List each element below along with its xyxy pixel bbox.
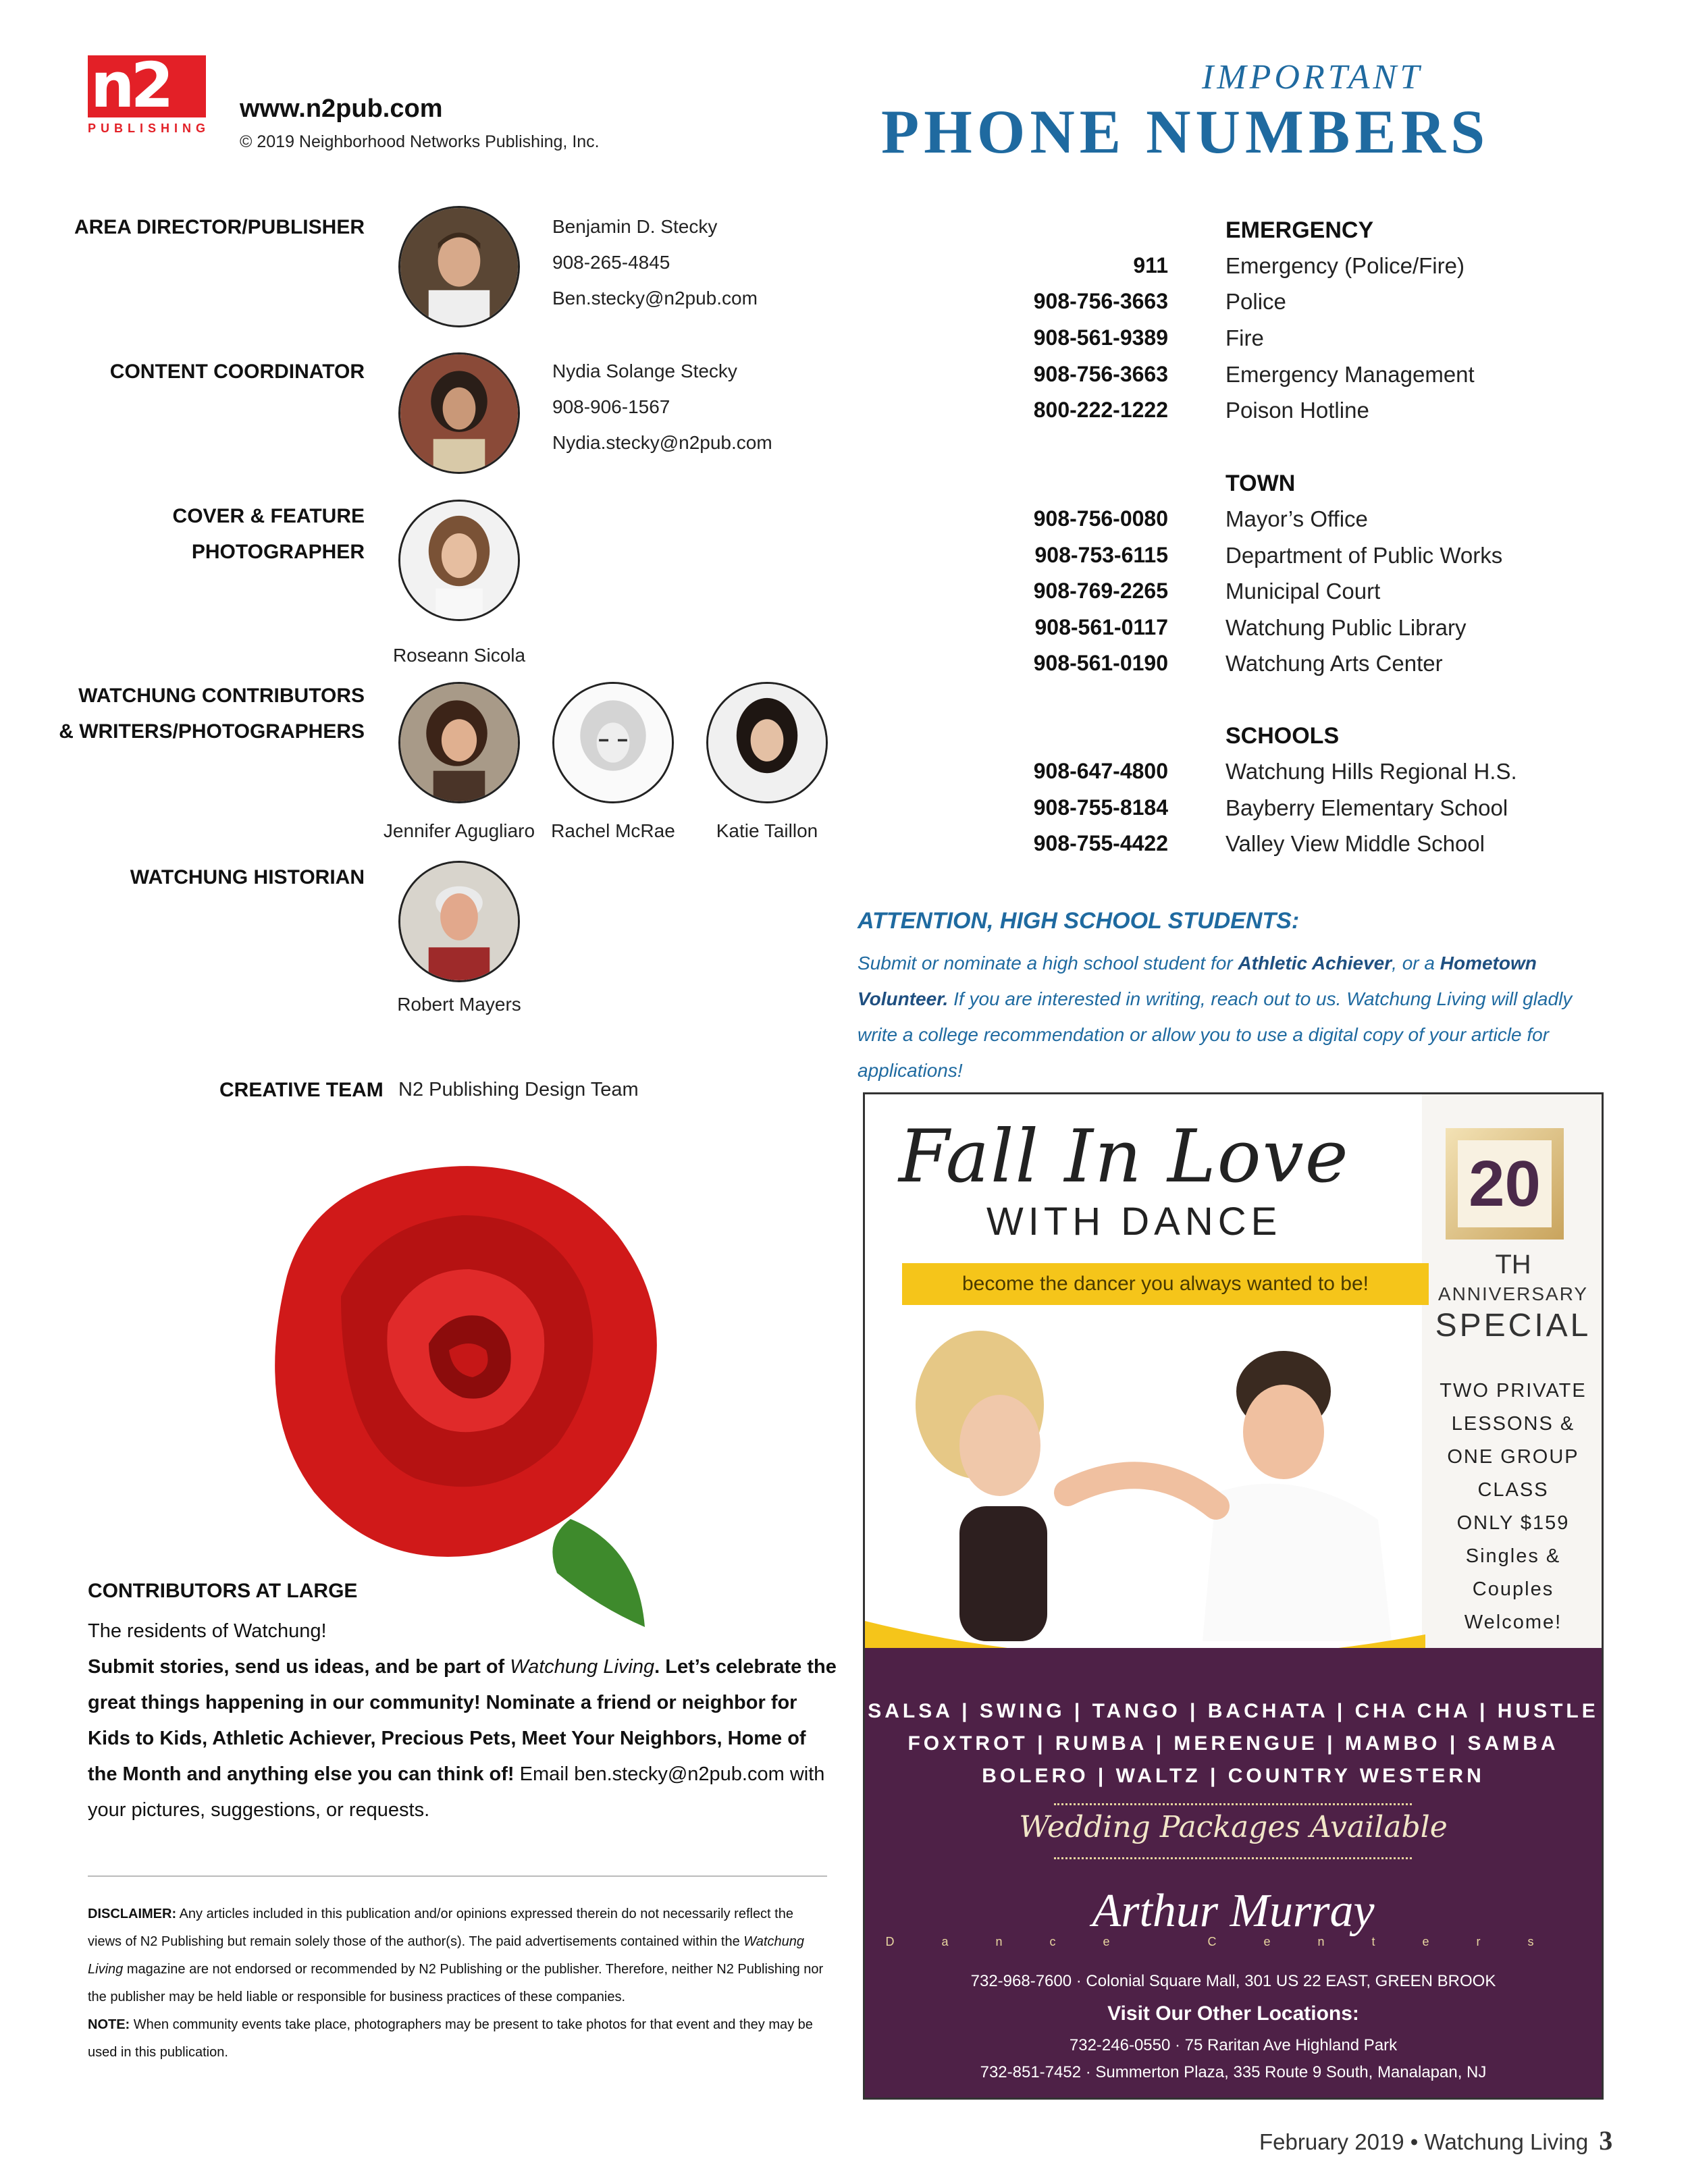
disclaimer-body-2: magazine are not endorsed or recommended by N2 Publishing or the publisher. Therefore, neither N2 Publishing nor the publisher may be held liable or responsible for business practices of these companies. <box>88 1962 824 2004</box>
coordinator-name: Nydia Solange Stecky <box>552 361 737 381</box>
coordinator-email[interactable]: Nydia.stecky@n2pub.com <box>552 432 772 453</box>
attention-text-3: If you are interested in writing, reach out to us. Watchung Living will gladly write a college recommendation or allow you to use a digital copy of your article for applications! <box>858 988 1573 1081</box>
anniversary-badge <box>1446 1128 1564 1240</box>
badge-anniversary: ANNIVERSARY <box>1438 1283 1589 1304</box>
athletic-achiever-label: Athletic Achiever <box>1238 953 1392 974</box>
phone-number: 908-769-2265 <box>1033 579 1168 603</box>
coordinator-phone: 908-906-1567 <box>552 396 670 417</box>
phone-label: Department of Public Works <box>1225 543 1503 568</box>
phone-number: 908-561-0190 <box>1033 651 1168 675</box>
arthur-murray-advertisement[interactable] <box>863 1092 1604 2100</box>
phone-label: Watchung Arts Center <box>1225 651 1443 676</box>
page-footer <box>1259 2125 1612 2156</box>
note-label: NOTE: <box>88 2017 130 2032</box>
attention-heading: ATTENTION, HIGH SCHOOL STUDENTS: <box>858 908 1300 934</box>
phone-label: Municipal Court <box>1225 579 1381 604</box>
phone-number: 908-561-0117 <box>1034 615 1168 639</box>
offer-line: ONE GROUP <box>1447 1446 1579 1468</box>
attention-text-1: Submit or nominate a high school student for <box>858 953 1238 974</box>
phone-number: 908-561-9389 <box>1033 325 1168 350</box>
badge-number: 20 <box>1458 1140 1552 1227</box>
heading-town: TOWN <box>1225 471 1296 496</box>
director-phone: 908-265-4845 <box>552 252 670 273</box>
copyright-text: © 2019 Neighborhood Networks Publishing, Inc. <box>240 132 600 151</box>
avatar-contributor-3 <box>706 682 828 803</box>
offer-text <box>1422 1375 1604 1639</box>
offer-line: Welcome! <box>1464 1612 1562 1633</box>
phone-label: Fire <box>1225 325 1264 350</box>
phone-number: 908-756-3663 <box>1033 289 1168 313</box>
email-text: Email ben.stecky@n2pub.com with your pictures, suggestions, or requests. <box>88 1763 825 1821</box>
phone-label: Police <box>1225 289 1286 314</box>
offer-line: TWO PRIVATE <box>1440 1380 1587 1402</box>
ad-tagline: become the dancer you always wanted to be! <box>902 1263 1429 1305</box>
contributor-3-name: Katie Taillon <box>716 820 818 841</box>
heading-schools: SCHOOLS <box>1225 723 1340 749</box>
n2-publishing-logo <box>88 49 211 135</box>
role-writers-photographers: & WRITERS/PHOTOGRAPHERS <box>59 720 365 743</box>
location-highland-park: 732-246-0550 · 75 Raritan Ave Highland Park <box>1069 2036 1398 2054</box>
ad-subtitle: WITH DANCE <box>986 1200 1282 1244</box>
badge-th: TH <box>1495 1250 1531 1279</box>
creative-team-name: N2 Publishing Design Team <box>398 1079 639 1100</box>
main-location: 732-968-7600 · Colonial Square Mall, 301 US 22 EAST, GREEN BROOK <box>970 1972 1496 1990</box>
divider <box>88 1875 827 1877</box>
phone-label: Valley View Middle School <box>1225 831 1485 856</box>
role-photographer: PHOTOGRAPHER <box>191 541 365 563</box>
avatar-director <box>398 206 520 327</box>
attention-text-2: , or a <box>1392 953 1440 974</box>
phone-number: 908-756-0080 <box>1033 506 1168 531</box>
visit-other-locations: Visit Our Other Locations: <box>1107 2002 1359 2025</box>
contributors-at-large-text <box>88 1614 837 1828</box>
role-historian: WATCHUNG HISTORIAN <box>130 866 365 888</box>
title-important: IMPORTANT <box>1202 58 1423 97</box>
contributor-1-name: Jennifer Agugliaro <box>383 820 535 841</box>
phone-label: Emergency (Police/Fire) <box>1225 253 1465 278</box>
wedding-packages: Wedding Packages Available <box>1019 1810 1448 1844</box>
role-creative-team: CREATIVE TEAM <box>219 1079 384 1101</box>
brand-sub-centers: Centers <box>1207 1935 1581 1948</box>
phone-number: 908-647-4800 <box>1033 759 1168 783</box>
location-manalapan: 732-851-7452 · Summerton Plaza, 335 Route 9 South, Manalapan, NJ <box>980 2063 1487 2081</box>
avatar-contributor-2 <box>552 682 674 803</box>
dance-line: SALSA | SWING | TANGO | BACHATA | CHA CHA | HUSTLE <box>868 1700 1599 1722</box>
hometown-volunteer-label: Hometown Volunteer. <box>858 953 1537 1009</box>
dotted-divider <box>1054 1803 1412 1805</box>
title-phone-numbers: PHONE NUMBERS <box>881 97 1490 166</box>
phone-label: Watchung Hills Regional H.S. <box>1225 759 1517 784</box>
red-rose-image <box>233 1141 692 1654</box>
phone-number: 908-755-8184 <box>1033 795 1168 820</box>
brand-sub-dance: Dance <box>885 1935 1157 1948</box>
disclaimer-text <box>88 1900 830 2067</box>
avatar-coordinator <box>398 352 520 474</box>
submit-stories-text: Submit stories, send us ideas, and be part of <box>88 1656 510 1678</box>
phone-label: Mayor’s Office <box>1225 506 1368 531</box>
disclaimer-magazine: Watchung Living <box>88 1934 804 1977</box>
arthur-murray-logo: Arthur Murray <box>1092 1885 1375 1937</box>
director-name: Benjamin D. Stecky <box>552 216 718 237</box>
avatar-contributor-1 <box>398 682 520 803</box>
director-email[interactable]: Ben.stecky@n2pub.com <box>552 288 758 309</box>
avatar-historian <box>398 861 520 982</box>
phone-label: Bayberry Elementary School <box>1225 795 1508 820</box>
offer-line: LESSONS & <box>1451 1413 1575 1435</box>
phone-label: Emergency Management <box>1225 362 1475 387</box>
residents-line: The residents of Watchung! <box>88 1620 327 1642</box>
disclaimer-label: DISCLAIMER: <box>88 1907 177 1921</box>
phone-number: 908-756-3663 <box>1033 362 1168 386</box>
phone-number: 911 <box>1133 253 1168 277</box>
attention-paragraph <box>858 945 1587 1088</box>
avatar-photographer <box>398 500 520 621</box>
arthur-murray-sub <box>865 1935 1602 1949</box>
issue-info: February 2019 • Watchung Living <box>1259 2129 1589 2154</box>
dotted-divider <box>1054 1857 1412 1859</box>
phone-number: 908-753-6115 <box>1034 543 1168 567</box>
website-link[interactable]: www.n2pub.com <box>240 95 443 123</box>
celebrate-text: . Let’s celebrate the great things happening in our community! Nominate a friend or neighbor for Kids to Kids, Athletic Achiever, Precious Pets, Meet Your Neighbors, Home of the Month and anything else you can think of! <box>88 1656 837 1785</box>
note-body: When community events take place, photographers may be present to take photos for that event and they may be used in this publication. <box>88 2017 813 2060</box>
logo-mark: n2 <box>88 55 206 117</box>
role-area-director: AREA DIRECTOR/PUBLISHER <box>74 216 365 238</box>
dance-line: BOLERO | WALTZ | COUNTRY WESTERN <box>982 1765 1485 1787</box>
phone-number: 800-222-1222 <box>1033 398 1168 422</box>
dance-line: FOXTROT | RUMBA | MERENGUE | MAMBO | SAMBA <box>907 1732 1559 1755</box>
role-contributors: WATCHUNG CONTRIBUTORS <box>78 685 365 707</box>
offer-line: CLASS <box>1477 1479 1549 1501</box>
offer-line: ONLY $159 <box>1456 1512 1570 1534</box>
phone-label: Watchung Public Library <box>1225 615 1467 640</box>
dance-styles <box>865 1695 1602 1792</box>
ad-title: Fall In Love <box>899 1115 1350 1199</box>
historian-name: Robert Mayers <box>397 994 521 1015</box>
contributors-at-large-heading: CONTRIBUTORS AT LARGE <box>88 1580 358 1602</box>
disclaimer-body-1: Any articles included in this publication and/or opinions expressed therein do not necessarily reflect the views of N2 Publishing but remain solely those of the author(s). The paid advertisements contained within the <box>88 1907 793 1949</box>
role-content-coordinator: CONTENT COORDINATOR <box>109 361 365 383</box>
magazine-name: Watchung Living <box>510 1656 655 1678</box>
role-cover-feature: COVER & FEATURE <box>172 505 365 527</box>
phone-number: 908-755-4422 <box>1033 831 1168 855</box>
photographer-name: Roseann Sicola <box>392 645 526 666</box>
offer-line: Singles & <box>1465 1545 1561 1567</box>
contributor-2-name: Rachel McRae <box>551 820 675 841</box>
logo-subtitle: PUBLISHING <box>88 122 211 135</box>
badge-special: SPECIAL <box>1435 1308 1591 1343</box>
heading-emergency: EMERGENCY <box>1225 217 1374 243</box>
page-number: 3 <box>1599 2125 1613 2156</box>
offer-line: Couples <box>1472 1578 1554 1600</box>
phone-label: Poison Hotline <box>1225 398 1369 423</box>
